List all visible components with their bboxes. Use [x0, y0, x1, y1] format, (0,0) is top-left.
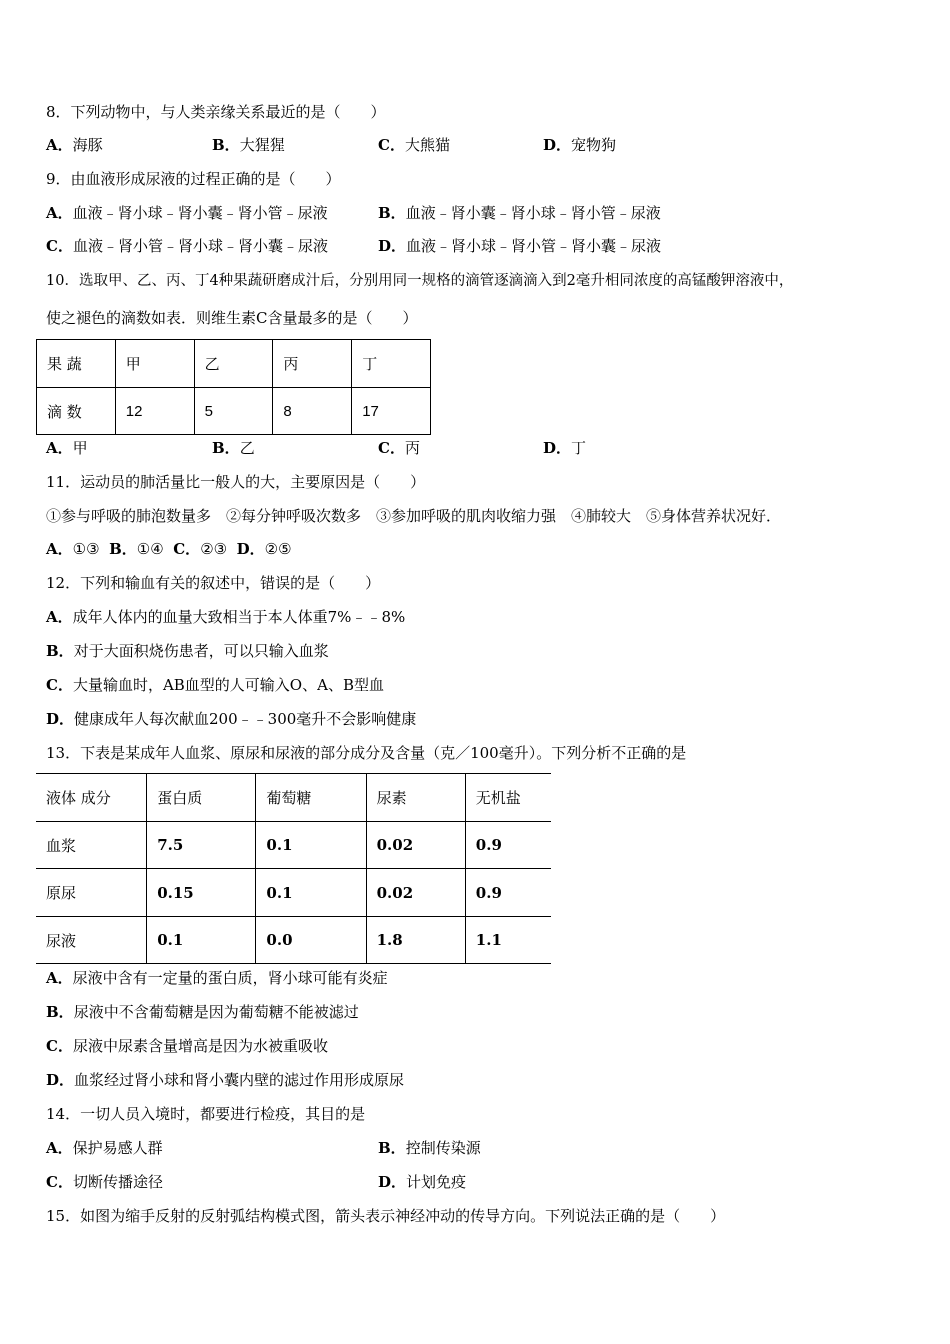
q13-table-header-cell: 液体 成分 — [36, 774, 147, 822]
q13-table-cell: 0.1 — [147, 917, 256, 964]
q9-option-c: C．血液﹣肾小管﹣肾小球﹣肾小囊﹣尿液 — [46, 237, 328, 255]
q15-stem: 15．如图为缩手反射的反射弧结构模式图，箭头表示神经冲动的传导方向。下列说法正确的是（ ） — [46, 1207, 726, 1225]
q10-table-cell: 滴 数 — [37, 388, 116, 435]
q13-stem: 13．下表是某成年人血浆、原尿和尿液的部分成分及含量（克／100毫升）。下列分析不正确的是 — [46, 744, 687, 762]
q14-option-c: C．切断传播途径 — [46, 1173, 163, 1191]
q10-option-b: B．乙 — [212, 439, 255, 457]
q13-table-cell: 0.02 — [366, 869, 465, 917]
q14-option-a: A．保护易感人群 — [46, 1139, 163, 1157]
q13-table-cell: 1.8 — [366, 917, 465, 964]
q9-stem: 9．由血液形成尿液的过程正确的是（ ） — [46, 170, 341, 188]
q13-table — [36, 773, 551, 964]
q10-table-cell: 12 — [115, 388, 194, 435]
q10-table-header-cell: 果 蔬 — [37, 340, 116, 388]
q10-table-cell: 5 — [194, 388, 273, 435]
q11-options: A．①③ B．①④ C．②③ D．②⑤ — [46, 540, 292, 558]
q10-table-header-cell: 乙 — [194, 340, 273, 388]
q9-option-a: A．血液﹣肾小球﹣肾小囊﹣肾小管﹣尿液 — [46, 204, 328, 222]
q13-table-header-cell: 蛋白质 — [147, 774, 256, 822]
q13-option-d: D．血浆经过肾小球和肾小囊内壁的滤过作用形成原尿 — [46, 1071, 405, 1089]
q13-table-cell: 原尿 — [36, 869, 147, 917]
q9-option-d: D．血液﹣肾小球﹣肾小管﹣肾小囊﹣尿液 — [378, 237, 662, 255]
q10-table-header-cell: 甲 — [115, 340, 194, 388]
q13-table-cell: 0.9 — [465, 822, 551, 869]
q11-items: ①参与呼吸的肺泡数量多 ②每分钟呼吸次数多 ③参加呼吸的肌肉收缩力强 ④肺较大 ⑤身体营养状况好． — [46, 507, 782, 525]
q10-table-header-cell: 丙 — [273, 340, 352, 388]
q13-table-cell: 0.9 — [465, 869, 551, 917]
q10-table-header-cell: 丁 — [352, 340, 431, 388]
q14-stem: 14．一切人员入境时，都要进行检疫，其目的是 — [46, 1105, 366, 1123]
q13-option-b: B．尿液中不含葡萄糖是因为葡萄糖不能被滤过 — [46, 1003, 359, 1021]
q13-option-c: C．尿液中尿素含量增高是因为水被重吸收 — [46, 1037, 328, 1055]
q13-table-header-cell: 无机盐 — [465, 774, 551, 822]
q13-table-cell: 0.0 — [256, 917, 366, 964]
q10-option-c: C．丙 — [378, 439, 420, 457]
q13-table-cell: 1.1 — [465, 917, 551, 964]
q13-table-cell: 0.1 — [256, 869, 366, 917]
q10-table-cell: 8 — [273, 388, 352, 435]
q13-option-a: A．尿液中含有一定量的蛋白质，肾小球可能有炎症 — [46, 969, 388, 987]
q10-stem-line1: 10．选取甲、乙、丙、丁4种果蔬研磨成汁后，分别用同一规格的滴管逐滴滴入到2毫升相同浓度的高锰酸钾溶液中， — [46, 273, 794, 289]
q10-option-a: A．甲 — [46, 439, 88, 457]
q10-stem-line2: 使之褪色的滴数如表．则维生素C含量最多的是（ ） — [46, 309, 418, 327]
q12-option-c: C．大量输血时，AB血型的人可输入O、A、B型血 — [46, 676, 384, 694]
q8-stem: 8．下列动物中，与人类亲缘关系最近的是（ ） — [46, 103, 386, 121]
q12-option-a: A．成年人体内的血量大致相当于本人体重7%﹣﹣8% — [46, 608, 406, 626]
q11-stem: 11．运动员的肺活量比一般人的大，主要原因是（ ） — [46, 473, 426, 491]
q10-option-d: D．丁 — [543, 439, 587, 457]
q13-table-header-cell: 尿素 — [366, 774, 465, 822]
q13-table-cell: 血浆 — [36, 822, 147, 869]
q12-stem: 12．下列和输血有关的叙述中，错误的是（ ） — [46, 574, 381, 592]
q14-option-b: B．控制传染源 — [378, 1139, 481, 1157]
q13-table-cell: 0.02 — [366, 822, 465, 869]
q13-table-cell: 0.1 — [256, 822, 366, 869]
q8-option-a: A．海豚 — [46, 136, 103, 154]
q13-table-header-cell: 葡萄糖 — [256, 774, 366, 822]
q13-table-cell: 0.15 — [147, 869, 256, 917]
q9-option-b: B．血液﹣肾小囊﹣肾小球﹣肾小管﹣尿液 — [378, 204, 661, 222]
q12-option-b: B．对于大面积烧伤患者，可以只输入血浆 — [46, 642, 329, 660]
q14-option-d: D．计划免疫 — [378, 1173, 467, 1191]
q8-option-c: C．大熊猫 — [378, 136, 450, 154]
q8-option-d: D．宠物狗 — [543, 136, 617, 154]
q12-option-d: D．健康成年人每次献血200﹣﹣300毫升不会影响健康 — [46, 710, 417, 728]
q10-table — [36, 339, 431, 435]
q13-table-cell: 尿液 — [36, 917, 147, 964]
q10-table-cell: 17 — [352, 388, 431, 435]
q13-table-cell: 7.5 — [147, 822, 256, 869]
q8-option-b: B．大猩猩 — [212, 136, 285, 154]
